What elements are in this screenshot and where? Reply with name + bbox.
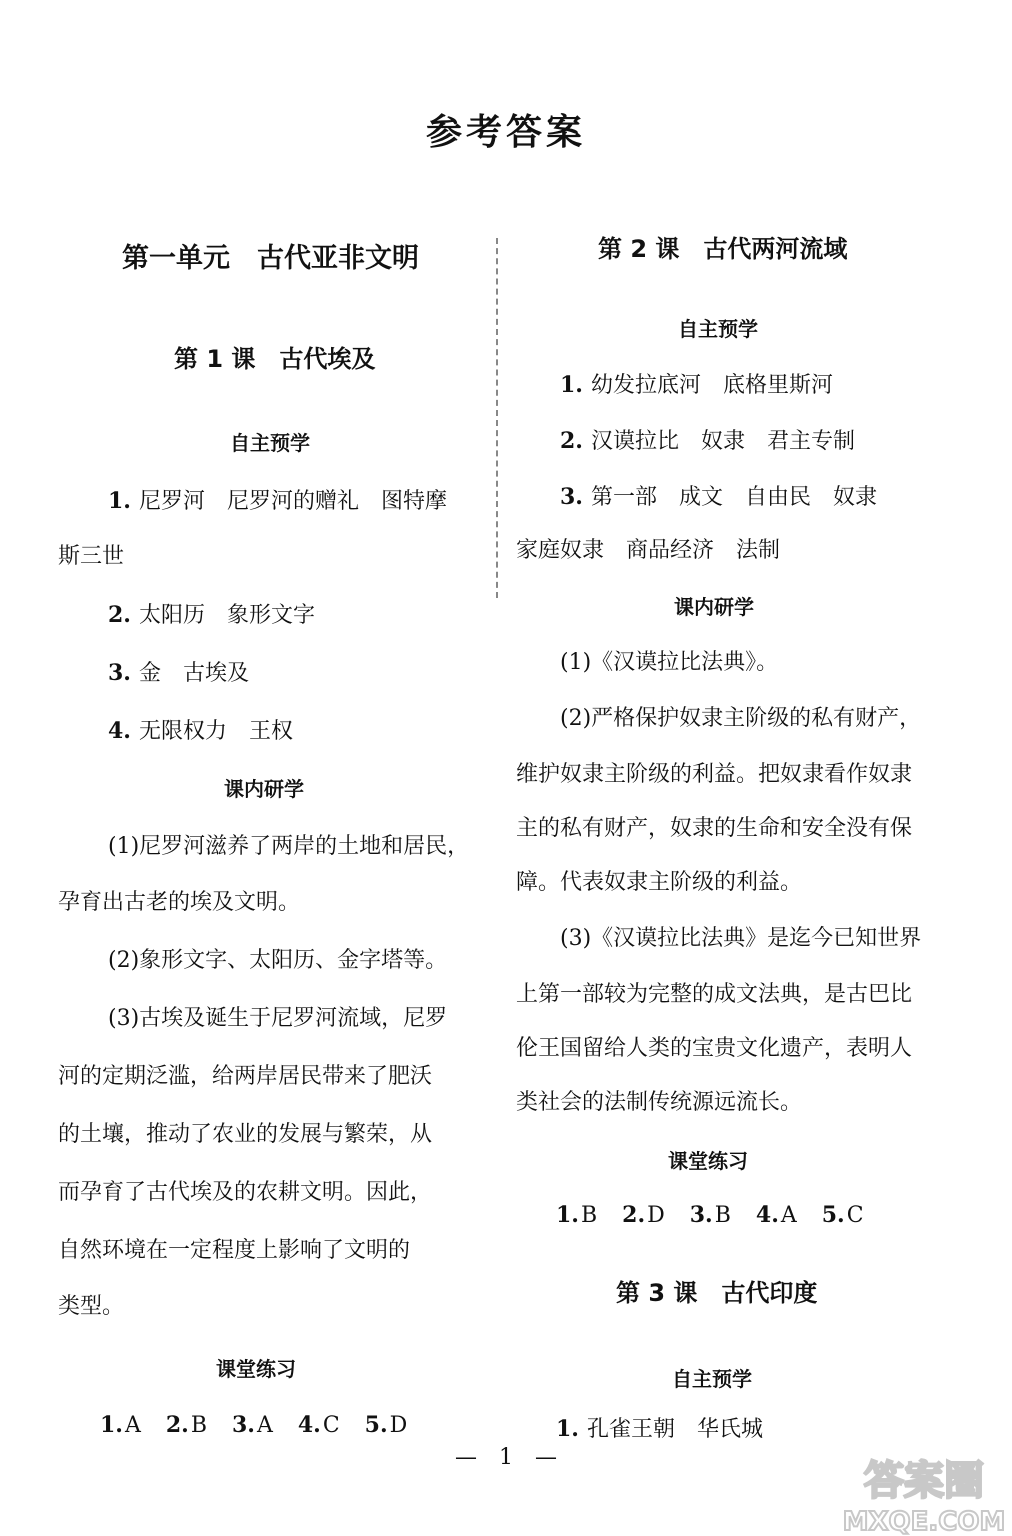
- lesson2-self-study-item: 1. 幼发拉底河 底格里斯河: [560, 372, 833, 398]
- lesson2-exercise-answers: 1.B 2.D 3.B 4.A 5.C: [556, 1202, 864, 1228]
- lesson2-class-study-line: 障。代表奴隶主阶级的利益。: [516, 870, 803, 895]
- lesson3-title: 第 3 课 古代印度: [616, 1279, 818, 1307]
- lesson1-class-study-line: (3)古埃及诞生于尼罗河流域，尼罗: [108, 1006, 448, 1031]
- lesson1-class-study-title: 课内研学: [224, 777, 304, 801]
- lesson2-class-study-line: 主的私有财产，奴隶的生命和安全没有保: [516, 816, 913, 841]
- lesson1-class-study-line: 的土壤，推动了农业的发展与繁荣，从: [58, 1122, 433, 1147]
- lesson2-self-study-item: 2. 汉谟拉比 奴隶 君主专制: [560, 428, 855, 454]
- lesson2-class-study-line: 上第一部较为完整的成文法典，是古巴比: [516, 982, 913, 1007]
- lesson2-self-study-item: 3. 第一部 成文 自由民 奴隶: [560, 484, 877, 510]
- lesson1-class-study-line: 孕育出古老的埃及文明。: [58, 890, 301, 915]
- lesson1-self-study-item: 1. 尼罗河 尼罗河的赠礼 图特摩: [108, 488, 447, 514]
- lesson1-class-study-line: (1)尼罗河滋养了两岸的土地和居民，: [108, 834, 470, 859]
- lesson1-class-study-line: 河的定期泛滥，给两岸居民带来了肥沃: [58, 1064, 433, 1089]
- page-title: 参考答案: [425, 112, 586, 153]
- lesson3-self-study-title: 自主预学: [672, 1367, 752, 1391]
- lesson1-self-study-item: 4. 无限权力 王权: [108, 718, 293, 744]
- lesson2-class-study-line: 类社会的法制传统源远流长。: [516, 1090, 803, 1115]
- lesson1-self-study-item: 3. 金 古埃及: [108, 660, 249, 686]
- lesson2-class-study-title: 课内研学: [674, 595, 754, 619]
- lesson2-class-study-line: (3)《汉谟拉比法典》是迄今已知世界: [560, 926, 922, 951]
- lesson1-self-study-item: 2. 太阳历 象形文字: [108, 602, 315, 628]
- lesson1-self-study-title: 自主预学: [230, 431, 310, 455]
- lesson2-class-study-line: (1)《汉谟拉比法典》。: [560, 650, 779, 675]
- lesson1-class-study-line: 而孕育了古代埃及的农耕文明。因此，: [58, 1180, 433, 1205]
- lesson1-class-study-line: 自然环境在一定程度上影响了文明的: [58, 1238, 411, 1263]
- lesson2-self-study-item: 家庭奴隶 商品经济 法制: [516, 538, 781, 563]
- lesson1-title: 第 1 课 古代埃及: [174, 345, 376, 373]
- lesson3-self-study-item: 1. 孔雀王朝 华氏城: [556, 1416, 763, 1442]
- lesson2-title: 第 2 课 古代两河流域: [598, 235, 848, 263]
- column-divider: [496, 238, 498, 598]
- lesson2-exercise-title: 课堂练习: [668, 1149, 748, 1173]
- svg-text:MXQE.COM: MXQE.COM: [842, 1507, 1006, 1536]
- watermark-logo: [840, 1448, 1010, 1536]
- lesson1-class-study-line: (2)象形文字、太阳历、金字塔等。: [108, 948, 448, 973]
- lesson2-class-study-line: 伦王国留给人类的宝贵文化遗产，表明人: [516, 1036, 913, 1061]
- page-number: — 1 —: [455, 1445, 557, 1470]
- lesson2-self-study-title: 自主预学: [678, 317, 758, 341]
- lesson2-class-study-line: (2)严格保护奴隶主阶级的私有财产，: [560, 706, 922, 731]
- lesson1-exercise-title: 课堂练习: [216, 1357, 296, 1381]
- svg-text:答案圈: 答案圈: [864, 1458, 984, 1504]
- lesson2-class-study-line: 维护奴隶主阶级的利益。把奴隶看作奴隶: [516, 762, 913, 787]
- lesson1-class-study-line: 类型。: [58, 1294, 125, 1319]
- unit-title: 第一单元 古代亚非文明: [122, 243, 419, 274]
- lesson1-exercise-answers: 1.A 2.B 3.A 4.C 5.D: [100, 1412, 408, 1438]
- lesson1-self-study-item: 斯三世: [58, 544, 125, 569]
